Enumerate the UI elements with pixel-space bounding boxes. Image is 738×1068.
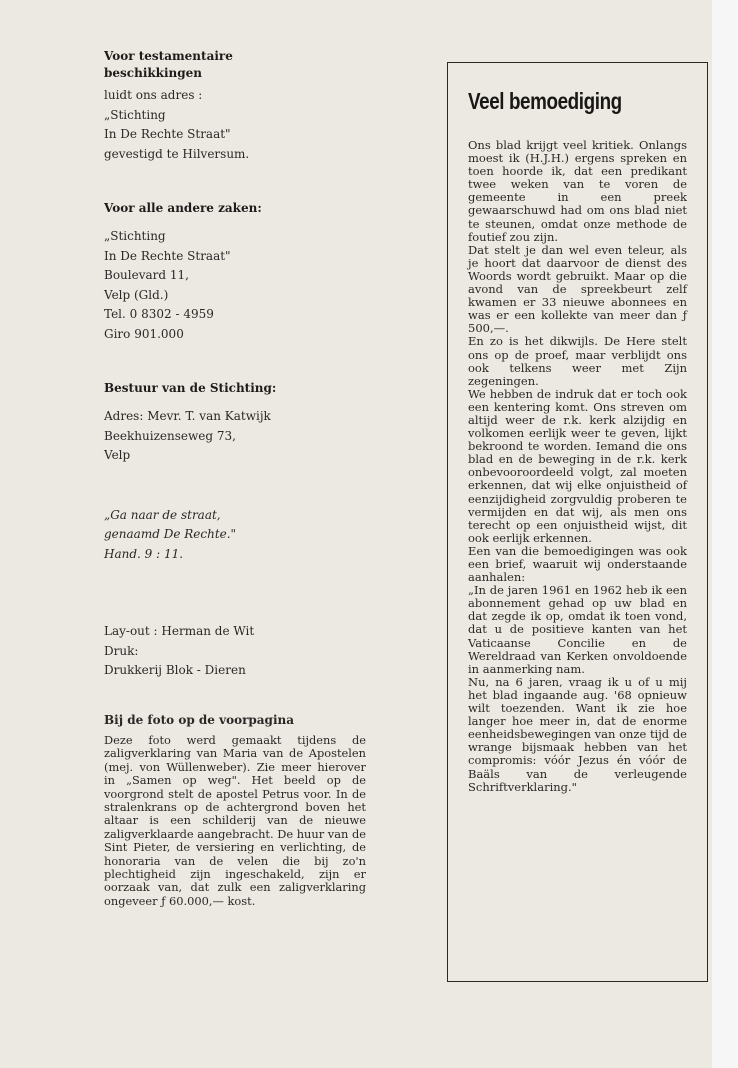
article-paragraph: Ons blad krijgt veel kritiek. Onlangs moest ik (H.J.H.) ergens spreken en toen hoorde ik, dat een predikant twee weken van te voren de gemeente in een preek gewaarschuwd had om ons blad niet te steunen, omdat onze methode de foutief zou zijn. (468, 138, 687, 244)
photo-caption-text: Deze foto werd gemaakt tijdens de zaligverklaring van Maria van de Apostelen (mej. von Wüllenweber). Zie meer hierover in „Samen op weg". Het beeld op de voorgrond stelt de apostel Petrus voor. In de stralenkrans op de achtergrond boven het altaar is een schilderij van de nieuwe zaligverklaarde aangebracht. De huur van de Sint Pieter, de versiering en verlichting, de honoraria van de velen die bij zo'n plechtigheid zijn ingeschakeld, zijn er oorzaak van, dat zulk een zaligverklaring ongeveer ƒ 60.000,— kost. (104, 733, 367, 908)
credits-line: Drukkerij Blok - Dieren (104, 663, 246, 677)
article-paragraph: We hebben de indruk dat er toch ook een kentering komt. Ons streven om altijd weer de r.k. kerk alzijdig en volkomen eerlijk weer te geven, lijkt bekroond te worden. Iemand die ons blad en de beweging in de r.k. kerk onbevooroordeeld volgt, zal moeten erkennen, dat wij elke onjuistheid of eenzijdigheid zorgvuldig proberen te vermijden en dat wij, als men ons terecht op een onjuistheid wijst, dit ook eerlijk erkennen. (468, 386, 687, 545)
other-line: Velp (Gld.) (104, 287, 169, 302)
credits-section (104, 622, 366, 681)
board-section (104, 380, 366, 466)
testament-section (104, 48, 366, 164)
article-paragraph: Een van die bemoedigingen was ook een brief, waaruit wij onderstaande aanhalen: (468, 543, 687, 585)
testament-line: In De Rechte Straat" (104, 127, 231, 141)
testament-line: gevestigd te Hilversum. (104, 146, 250, 161)
testament-line: „Stichting (104, 107, 166, 122)
letter-paragraph: „In de jaren 1961 en 1962 heb ik een abonnement gehad op uw blad en dat zegde ik op, omdat ik toen vond, dat u de positieve kanten van het Vaticaanse Concilie en de Wereldraad van Kerken onvoldoende in aanmerking nam. (468, 583, 687, 676)
left-column (104, 48, 366, 908)
quote-line: „Ga naar de straat, (104, 507, 221, 522)
other-heading: Voor alle andere zaken: (104, 201, 262, 215)
board-line: Beekhuizenseweg 73, (104, 428, 236, 443)
photo-heading: Bij de foto op de voorpagina (104, 712, 295, 727)
other-section (104, 200, 366, 344)
board-heading: Bestuur van de Stichting: (104, 381, 277, 395)
other-line: Giro 901.000 (104, 326, 184, 341)
testament-heading: Voor testamentaire beschikkingen (104, 49, 233, 80)
board-line: Velp (104, 448, 131, 462)
testament-line: luidt ons adres : (104, 88, 203, 102)
credits-line: Druk: (104, 643, 139, 658)
other-line: „Stichting (104, 229, 166, 243)
article-box (447, 62, 708, 982)
quote-line: genaamd De Rechte." (104, 527, 237, 541)
article-paragraph: En zo is het dikwijls. De Here stelt ons op de proef, maar verblijdt ons ook telkens weer met Zijn zegeningen. (468, 334, 687, 388)
quote-line: Hand. 9 : 11. (104, 546, 184, 561)
letter-paragraph: Nu, na 6 jaren, vraag ik u of u mij het blad ingaande aug. '68 opnieuw wilt toezenden. Want ik zie hoe langer hoe meer in, dat de enorme eenheidsbewegingen van onze tijd de wrange bijsmaak hebben van het compromis: vóór Jezus én vóór de Baäls van de verleugende Schriftverklaring." (468, 674, 687, 794)
article-body (468, 139, 687, 794)
credits-line: Lay-out : Herman de Wit (104, 624, 255, 638)
scripture-quote (104, 506, 366, 565)
other-line: Tel. 0 8302 - 4959 (104, 307, 214, 321)
other-line: Boulevard 11, (104, 268, 189, 282)
article-paragraph: Dat stelt je dan wel even teleur, als je hoort dat daarvoor de dienst des Woords wordt gebruikt. Maar op die avond van de spreekbeurt zelf kwamen er 33 nieuwe abonnees en was er een kollekte van meer dan ƒ 500,—. (468, 242, 687, 336)
article-title: Veel bemoediging (468, 88, 622, 114)
board-line: Adres: Mevr. T. van Katwijk (104, 409, 271, 423)
page-edge (712, 0, 738, 1068)
other-line: In De Rechte Straat" (104, 248, 231, 263)
photo-caption-section (104, 711, 366, 909)
